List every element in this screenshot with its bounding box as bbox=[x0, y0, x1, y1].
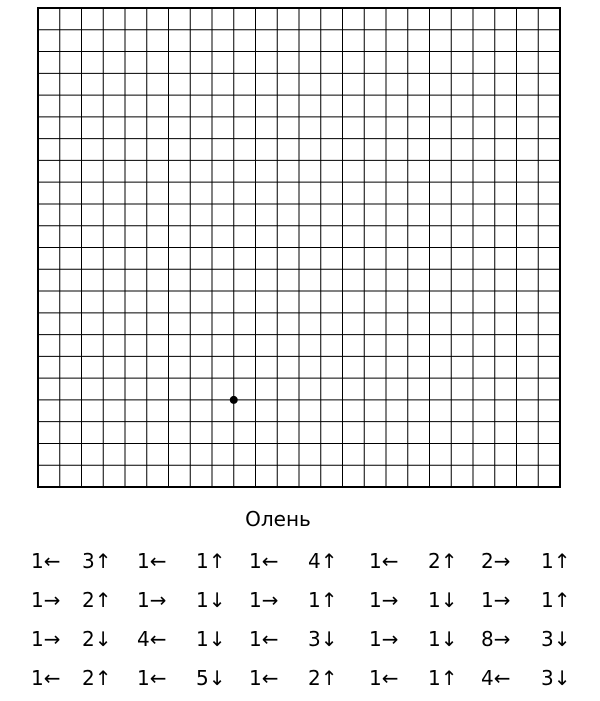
instruction-step: 1→ bbox=[31, 627, 61, 651]
instruction-step: 1↓ bbox=[196, 588, 226, 612]
instruction-step: 1→ bbox=[481, 588, 511, 612]
instruction-step: 3↓ bbox=[541, 666, 571, 690]
instruction-step: 1↑ bbox=[541, 549, 571, 573]
start-dot bbox=[230, 396, 238, 404]
instruction-step: 1← bbox=[369, 549, 399, 573]
instruction-step: 1↑ bbox=[428, 666, 458, 690]
instruction-step: 1← bbox=[31, 549, 61, 573]
instruction-step: 4← bbox=[481, 666, 511, 690]
instruction-step: 8→ bbox=[481, 627, 511, 651]
instruction-step: 4↑ bbox=[308, 549, 338, 573]
instruction-step: 1↑ bbox=[541, 588, 571, 612]
instruction-step: 1→ bbox=[249, 588, 279, 612]
instruction-step: 4← bbox=[137, 627, 167, 651]
instruction-step: 1→ bbox=[137, 588, 167, 612]
instruction-table bbox=[0, 545, 600, 701]
instruction-row bbox=[0, 584, 600, 623]
instruction-step: 1↑ bbox=[196, 549, 226, 573]
dot-grid bbox=[37, 7, 561, 488]
instruction-step: 1→ bbox=[369, 588, 399, 612]
picture-title: Олень bbox=[245, 507, 311, 531]
instruction-step: 1↑ bbox=[308, 588, 338, 612]
instruction-step: 3↑ bbox=[82, 549, 112, 573]
instruction-step: 5↓ bbox=[196, 666, 226, 690]
instruction-step: 1→ bbox=[369, 627, 399, 651]
instruction-step: 3↓ bbox=[541, 627, 571, 651]
instruction-step: 2↑ bbox=[82, 666, 112, 690]
instruction-step: 1← bbox=[137, 666, 167, 690]
instruction-step: 1↓ bbox=[196, 627, 226, 651]
instruction-step: 2↓ bbox=[82, 627, 112, 651]
instruction-step: 3↓ bbox=[308, 627, 338, 651]
instruction-step: 1← bbox=[249, 549, 279, 573]
instruction-step: 1↓ bbox=[428, 627, 458, 651]
instruction-row bbox=[0, 545, 600, 584]
instruction-step: 1← bbox=[249, 666, 279, 690]
instruction-step: 2↑ bbox=[308, 666, 338, 690]
instruction-row bbox=[0, 662, 600, 701]
instruction-step: 2→ bbox=[481, 549, 511, 573]
instruction-step: 1→ bbox=[31, 588, 61, 612]
instruction-step: 1← bbox=[249, 627, 279, 651]
instruction-step: 1← bbox=[31, 666, 61, 690]
grid-svg bbox=[37, 7, 561, 488]
instruction-step: 2↑ bbox=[82, 588, 112, 612]
instruction-step: 2↑ bbox=[428, 549, 458, 573]
instruction-row bbox=[0, 623, 600, 662]
instruction-step: 1↓ bbox=[428, 588, 458, 612]
instruction-step: 1← bbox=[137, 549, 167, 573]
instruction-step: 1← bbox=[369, 666, 399, 690]
